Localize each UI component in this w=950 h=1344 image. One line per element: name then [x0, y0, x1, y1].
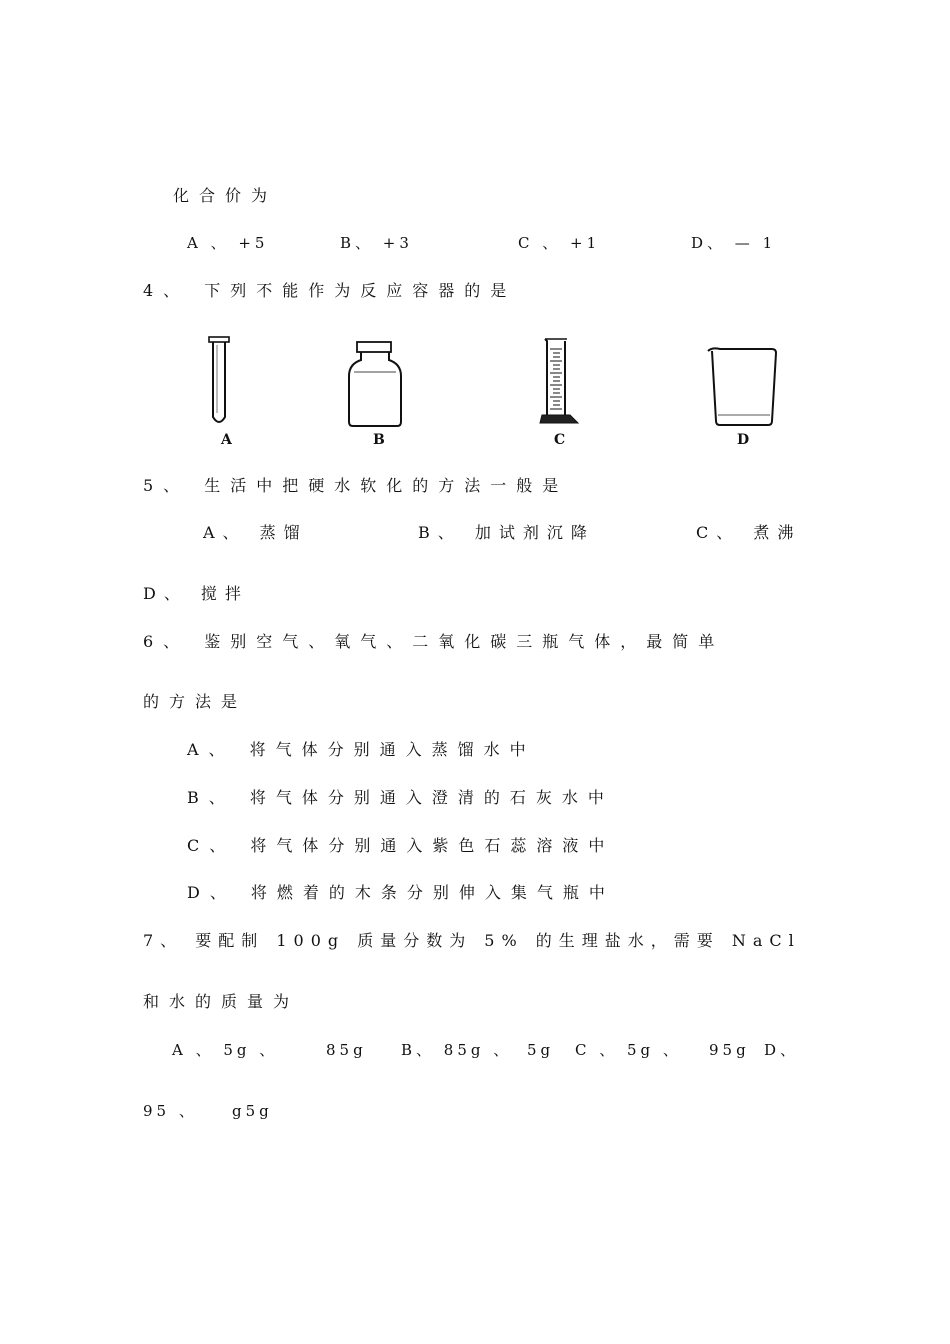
- figure-label-d: D: [737, 432, 750, 448]
- graduated-cylinder-figure: [538, 335, 588, 430]
- q7-stem-line1: 7、 要配制 100g 质量分数为 5% 的生理盐水，需要 NaCl: [143, 931, 801, 950]
- q7-option-d-part3: g5g: [232, 1102, 273, 1120]
- q7-option-a-part1: A 、 5g 、: [172, 1041, 279, 1059]
- q7-option-b-part2: 5g: [527, 1041, 555, 1059]
- q6-stem-line1: 6、 鉴别空气、氧气、二氧化碳三瓶气体，最简单: [143, 632, 725, 651]
- q3-option-d: D、 — 1: [691, 234, 777, 252]
- q5-stem: 5、 生活中把硬水软化的方法一般是: [143, 476, 569, 495]
- beaker-figure: [704, 345, 784, 430]
- q7-option-d-part2: 95 、: [143, 1102, 198, 1120]
- reagent-bottle-figure: [345, 340, 405, 430]
- figure-label-c: C: [554, 432, 566, 448]
- q5-option-c: C、 煮沸: [696, 523, 802, 542]
- q6-option-b: B、 将气体分别通入澄清的石灰水中: [187, 788, 614, 807]
- q3-option-b: B、 +3: [340, 234, 413, 252]
- q4-stem: 4、 下列不能作为反应容器的是: [143, 281, 517, 300]
- q5-option-b: B、 加试剂沉降: [418, 523, 595, 542]
- q3-tail-text: 化合价为: [173, 186, 278, 205]
- q6-stem-line2: 的方法是: [143, 692, 248, 711]
- q5-option-d: D、 搅拌: [143, 584, 249, 603]
- q7-option-d-part1: D、: [764, 1041, 800, 1059]
- figure-label-b: B: [373, 432, 385, 448]
- q5-option-a: A、 蒸馏: [203, 523, 308, 542]
- figure-label-a: A: [221, 432, 232, 448]
- q6-option-c: C、 将气体分别通入紫色石蕊溶液中: [187, 836, 615, 855]
- q3-option-c: C 、 +1: [518, 234, 601, 252]
- q7-option-b-part1: B、 85g 、: [401, 1041, 513, 1059]
- q7-option-a-part2: 85g: [326, 1041, 367, 1059]
- q7-stem-line2: 和水的质量为: [143, 992, 300, 1011]
- q7-option-c-part2: 95g: [709, 1041, 750, 1059]
- test-tube-figure: [205, 335, 245, 430]
- q6-option-d: D、 将燃着的木条分别伸入集气瓶中: [187, 883, 615, 902]
- q7-option-c-part1: C 、 5g 、: [575, 1041, 682, 1059]
- q3-option-a: A 、 +5: [187, 234, 269, 252]
- q6-option-a: A、 将气体分别通入蒸馏水中: [187, 740, 536, 759]
